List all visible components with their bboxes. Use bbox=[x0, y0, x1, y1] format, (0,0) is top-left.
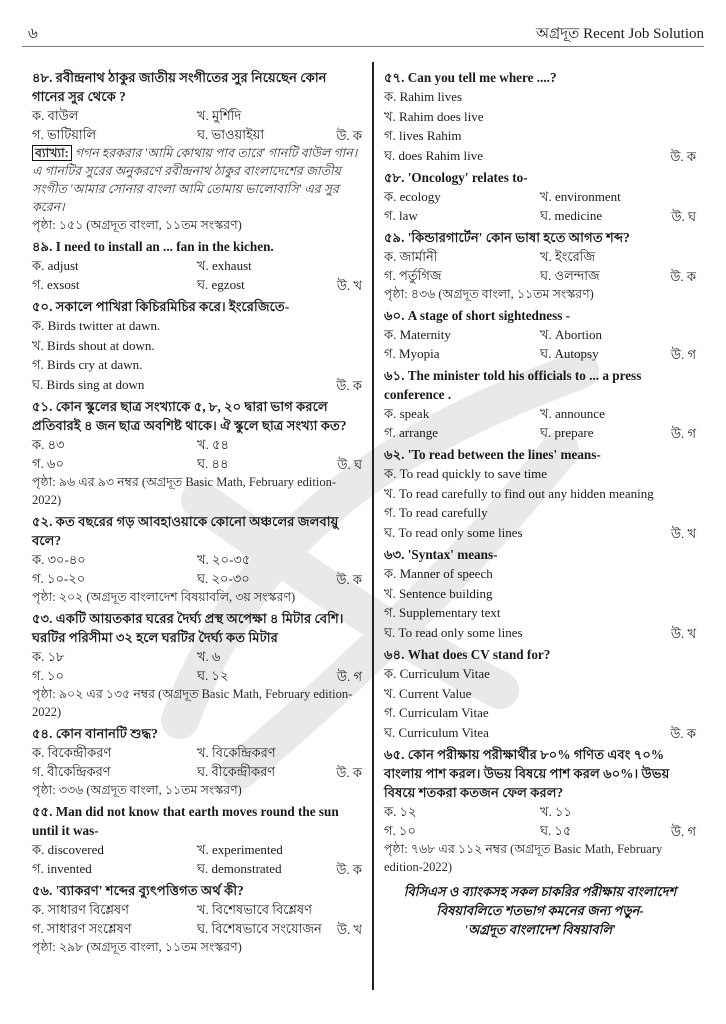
option: ক. Rahim lives bbox=[384, 89, 463, 104]
option: ক. সাধারণ বিশ্লেষণ bbox=[32, 902, 129, 917]
question-block bbox=[32, 881, 362, 956]
option: খ. exhaust bbox=[197, 258, 252, 273]
explanation-label: ব্যাখ্যা: bbox=[32, 145, 72, 161]
option: ক. discovered bbox=[32, 842, 104, 857]
question-block bbox=[32, 237, 362, 294]
question-text: ৬১. The minister told his officials to ... a press conference . bbox=[384, 368, 642, 402]
options-grid bbox=[32, 435, 362, 473]
question-text: ৫৪. কোন বানানটি শুদ্ধ? bbox=[32, 726, 158, 741]
option: খ. Rahim does live bbox=[384, 108, 484, 124]
question-block bbox=[384, 68, 696, 165]
option: গ. lives Rahim bbox=[384, 128, 462, 143]
option: ঘ. prepare bbox=[540, 425, 594, 440]
page-reference: পৃষ্ঠা: ৯৬ এর ৯৩ নম্বর (অগ্রদূত Basic Math, February edition-2022) bbox=[32, 475, 336, 507]
options-grid bbox=[384, 802, 696, 840]
option: খ. Sentence building bbox=[384, 585, 493, 601]
option: ক. Curriculum Vitae bbox=[384, 666, 490, 681]
option: গ. Birds cry at dawn. bbox=[32, 357, 143, 372]
answer-key: উ. ঘ bbox=[337, 457, 362, 472]
option: ক. ১৮ bbox=[32, 649, 65, 664]
question-block bbox=[384, 366, 696, 442]
option: খ. ২০-৩৫ bbox=[197, 552, 251, 567]
question-block bbox=[32, 397, 362, 509]
option: ঘ. ভাওয়াইয়া bbox=[197, 127, 265, 142]
options-grid bbox=[32, 550, 362, 588]
option: খ. environment bbox=[540, 189, 621, 204]
answer-key: উ. গ bbox=[670, 347, 696, 362]
question-text: ৬৫. কোন পরীক্ষায় পরীক্ষার্থীর ৮০% গণিত এবং ৭০% বাংলায় পাশ করল। উভয় বিষয়ে পাশ করল ৬০%। উভয় বিষয়ে শতকরা কতজন ফেল করল? bbox=[384, 747, 670, 800]
option: গ. Supplementary text bbox=[384, 605, 501, 620]
option: গ. ১০ bbox=[32, 668, 64, 683]
question-text: ৫১. কোন স্কুলের ছাত্র সংখ্যাকে ৫, ৮, ২০ দ্বারা ভাগ করলে প্রতিবারই ৪ জন ছাত্র অবশিষ্ট থাকে। ঐ স্কুলে ছাত্র সংখ্যা কত? bbox=[32, 399, 347, 433]
options-grid bbox=[384, 247, 696, 285]
option: গ. সাধারণ সংশ্লেষণ bbox=[32, 921, 132, 936]
option: খ. Abortion bbox=[540, 327, 602, 342]
question-text: ৬০. A stage of short sightedness - bbox=[384, 308, 571, 323]
option: গ. বীকেন্দ্রিকরণ bbox=[32, 764, 111, 779]
option: গ. To read carefully bbox=[384, 505, 488, 520]
answer-key: উ. ক bbox=[336, 128, 362, 143]
answer-key: উ. ঘ bbox=[671, 209, 696, 224]
option: গ. invented bbox=[32, 861, 92, 876]
question-block bbox=[32, 609, 362, 721]
option: খ. experimented bbox=[197, 842, 283, 857]
option: ক. ecology bbox=[384, 189, 441, 204]
question-text: ৪৯. I need to install an ... fan in the kichen. bbox=[32, 239, 274, 254]
ad-line-2: বিষয়াবলিতে শতভাগ কমনের জন্য পড়ুন- bbox=[436, 903, 644, 918]
answer-key: উ. ক bbox=[336, 765, 362, 780]
answer-key: উ. ক bbox=[670, 269, 696, 284]
option: গ. ১০-২০ bbox=[32, 571, 86, 586]
answer-key: উ. গ bbox=[336, 669, 362, 684]
option: খ. বিকেন্দ্রিকরণ bbox=[197, 745, 276, 760]
right-column bbox=[384, 68, 696, 879]
column-divider bbox=[372, 62, 374, 990]
options-grid bbox=[32, 106, 362, 144]
option: ঘ. medicine bbox=[540, 208, 603, 223]
ad-line-1: বিসিএস ও ব্যাংকসহ সকল চাকরির পরীক্ষায় বাংলাদেশ bbox=[403, 884, 677, 899]
question-text: ৫২. কত বছরের গড় আবহাওয়াকে কোনো অঞ্চলের জলবায়ু বলে? bbox=[32, 514, 339, 548]
option: ক. adjust bbox=[32, 258, 79, 273]
answer-key: উ. গ bbox=[670, 824, 696, 839]
option: ঘ. ৪৪ bbox=[197, 456, 229, 471]
option: ঘ. ১৫ bbox=[540, 823, 572, 838]
option: খ. Birds shout at down. bbox=[32, 337, 155, 353]
option: ঘ. egzost bbox=[197, 277, 245, 292]
option: ঘ. ১২ bbox=[197, 668, 229, 683]
question-text: ৬৪. What does CV stand for? bbox=[384, 647, 551, 662]
option: খ. ৫৪ bbox=[197, 437, 229, 452]
option: ক. speak bbox=[384, 406, 430, 421]
question-text: ৫৯. 'কিন্ডারগার্টেন' কোন ভাষা হতে আগত শব্দ? bbox=[384, 230, 630, 245]
question-text: ৫৭. Can you tell me where ....? bbox=[384, 70, 557, 85]
option: ঘ. বিশেষভাবে সংযোজন bbox=[197, 921, 322, 936]
question-block bbox=[32, 724, 362, 799]
question-text: ৫৩. একটি আয়তকার ঘরের দৈর্ঘ্য প্রস্থ অপেক্ষা ৪ মিটার বেশি। ঘরটির পরিসীমা ৩২ হলে ঘরটির দৈর্ঘ্য কত মিটার bbox=[32, 611, 344, 645]
option: ক. Birds twitter at dawn. bbox=[32, 318, 161, 333]
answer-key: উ. ক bbox=[670, 149, 696, 164]
option: খ. ১১ bbox=[540, 804, 572, 819]
option: গ. পর্তুগিজ bbox=[384, 268, 442, 283]
option: ঘ. Curriculum Vitea bbox=[384, 724, 489, 740]
option: খ. মুর্শিদি bbox=[197, 108, 242, 123]
answer-key: উ. খ bbox=[670, 626, 696, 641]
option: ঘ. To read only some lines bbox=[384, 624, 523, 640]
option: ক. Manner of speech bbox=[384, 566, 493, 581]
page-reference: পৃষ্ঠা: ৯০২ এর ১৩৫ নম্বর (অগ্রদূত Basic Math, February edition-2022) bbox=[32, 687, 353, 719]
answer-key: উ. ক bbox=[336, 378, 362, 393]
option: ঘ. To read only some lines bbox=[384, 524, 523, 540]
answer-key: উ. ক bbox=[336, 862, 362, 877]
option: ক. জার্মানী bbox=[384, 249, 438, 264]
brand-title: অগ্রদূত Recent Job Solution bbox=[536, 26, 704, 42]
answer-key: উ. গ bbox=[670, 426, 696, 441]
question-block bbox=[32, 512, 362, 606]
options-grid bbox=[384, 404, 696, 442]
option: ঘ. does Rahim live bbox=[384, 147, 484, 163]
option: খ. বিশেষভাবে বিশ্লেষণ bbox=[197, 902, 312, 917]
answer-key: উ. খ bbox=[336, 278, 362, 293]
question-block bbox=[32, 802, 362, 878]
option: গ. ভাটিয়ালি bbox=[32, 127, 97, 142]
option: গ. exsost bbox=[32, 277, 80, 292]
question-block bbox=[32, 297, 362, 394]
question-text: ৪৮. রবীন্দ্রনাথ ঠাকুর জাতীয় সংগীতের সুর নিয়েছেন কোন গানের সুর থেকে ? bbox=[32, 70, 327, 104]
question-text: ৫০. সকালে পাখিরা কিচিরমিচির করে। ইংরেজিতে- bbox=[32, 299, 290, 314]
advertisement bbox=[384, 882, 696, 939]
left-column bbox=[32, 68, 362, 959]
option: গ. law bbox=[384, 208, 418, 223]
options-grid bbox=[32, 743, 362, 781]
option: ক. Maternity bbox=[384, 327, 451, 342]
option: ক. বাউল bbox=[32, 108, 79, 123]
option: ঘ. ওলন্দাজ bbox=[540, 268, 600, 283]
option: ঘ. বীকেন্দ্রীকরণ bbox=[197, 764, 276, 779]
options-grid bbox=[32, 647, 362, 685]
option: খ. ইংরেজি bbox=[540, 249, 596, 264]
page-reference: পৃষ্ঠা: ১৫১ (অগ্রদূত বাংলা, ১১তম সংস্করণ) bbox=[32, 218, 242, 232]
ad-line-3: 'অগ্রদূত বাংলাদেশ বিষয়াবলি' bbox=[464, 922, 616, 937]
option: গ. ৬০ bbox=[32, 456, 64, 471]
question-block bbox=[384, 168, 696, 225]
answer-key: উ. খ bbox=[336, 922, 362, 937]
explanation-text: গগন হরকরার 'আমি কোথায় পাব তারে' গানটি বাউল গান। এ গানটির সুরের অনুকরণে রবীন্দ্রনাথ ঠাকুর বাংলাদেশের জাতীয় সংগীত 'আমার সোনার বাংলা আমি তোমায় ভালোবাসি' এর সুর করেন। bbox=[32, 146, 358, 214]
question-text: ৫৮. 'Oncology' relates to- bbox=[384, 170, 528, 185]
option: গ. ১০ bbox=[384, 823, 416, 838]
option: খ. announce bbox=[540, 406, 605, 421]
page-reference: পৃষ্ঠা: ২০২ (অগ্রদূত বাংলাদেশ বিষয়াবলি, ৩য় সংস্করণ) bbox=[32, 590, 296, 604]
option: ঘ. Birds sing at down bbox=[32, 376, 145, 392]
question-text: ৬২. 'To read between the lines' means- bbox=[384, 447, 601, 462]
option: খ. Current Value bbox=[384, 685, 472, 701]
option: ক. To read quickly to save time bbox=[384, 466, 548, 481]
question-block bbox=[384, 545, 696, 642]
options-grid bbox=[384, 325, 696, 363]
options-grid bbox=[32, 256, 362, 294]
page-reference: পৃষ্ঠা: ২৯৮ (অগ্রদূত বাংলা, ১১তম সংস্করণ) bbox=[32, 940, 242, 954]
option: ক. ৪৩ bbox=[32, 437, 65, 452]
option: গ. arrange bbox=[384, 425, 438, 440]
question-block bbox=[384, 745, 696, 876]
question-block bbox=[384, 445, 696, 542]
option: ঘ. Autopsy bbox=[540, 346, 599, 361]
question-text: ৬৩. 'Syntax' means- bbox=[384, 547, 498, 562]
answer-key: উ. ক bbox=[670, 726, 696, 741]
page-header bbox=[22, 18, 704, 47]
page-reference: পৃষ্ঠা: ৩৩৬ (অগ্রদূত বাংলা, ১১তম সংস্করণ) bbox=[32, 783, 242, 797]
option: ঘ. ২০-৩০ bbox=[197, 571, 250, 586]
question-text: ৫৫. Man did not know that earth moves round the sun until it was- bbox=[32, 804, 339, 838]
question-text: ৫৬. 'ব্যাকরণ' শব্দের ব্যুৎপত্তিগত অর্থ কী? bbox=[32, 883, 244, 898]
page-number: ৬ bbox=[28, 26, 38, 42]
option: গ. Myopia bbox=[384, 346, 440, 361]
option: ঘ. demonstrated bbox=[197, 861, 282, 876]
option: ক. বিকেন্দ্রীকরণ bbox=[32, 745, 112, 760]
options-grid bbox=[32, 900, 362, 938]
options-grid bbox=[384, 187, 696, 225]
question-block bbox=[384, 306, 696, 363]
answer-key: উ. ক bbox=[336, 572, 362, 587]
option: খ. To read carefully to find out any hidden meaning bbox=[384, 485, 654, 501]
answer-key: উ. খ bbox=[670, 526, 696, 541]
option: গ. Curriculam Vitae bbox=[384, 705, 489, 720]
question-block bbox=[384, 228, 696, 303]
question-block bbox=[384, 645, 696, 742]
question-block bbox=[32, 68, 362, 234]
option: ক. ১২ bbox=[384, 804, 417, 819]
page-reference: পৃষ্ঠা: ৭৬৮ এর ১১২ নম্বর (অগ্রদূত Basic Math, February edition-2022) bbox=[384, 842, 663, 874]
page-reference: পৃষ্ঠা: ৪৩৬ (অগ্রদূত বাংলা, ১১তম সংস্করণ) bbox=[384, 287, 594, 301]
explanation bbox=[32, 144, 362, 216]
option: ক. ৩০-৪০ bbox=[32, 552, 86, 567]
option: খ. ৬ bbox=[197, 649, 221, 664]
options-grid bbox=[32, 840, 362, 878]
